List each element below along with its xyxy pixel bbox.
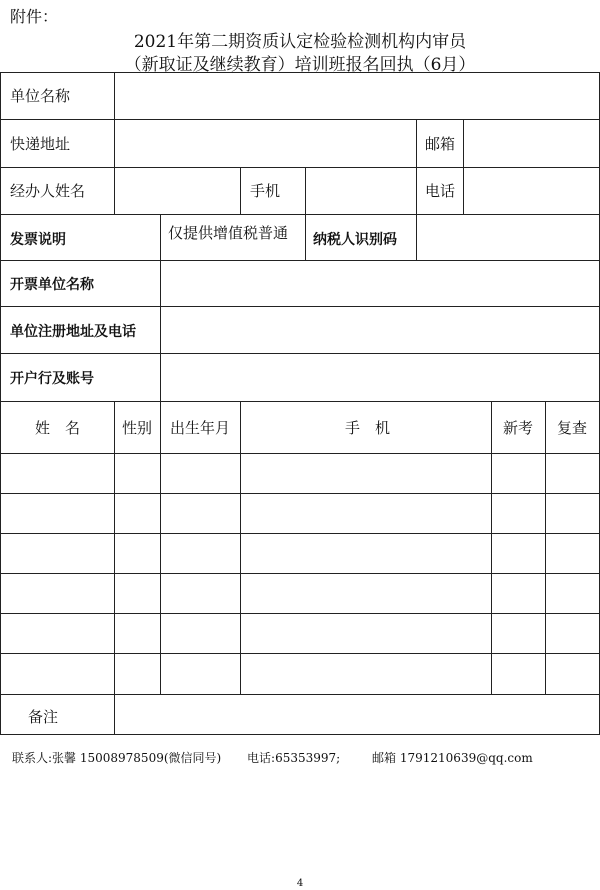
invoice-unit-input-cell[interactable] — [160, 260, 600, 307]
roster-header-review-label: 复查 — [557, 419, 588, 437]
roster-cell-mobile[interactable] — [240, 453, 492, 494]
mobile-input-cell[interactable] — [305, 167, 417, 215]
roster-cell-review[interactable] — [545, 613, 600, 654]
courier-address-input-cell[interactable] — [114, 119, 417, 168]
page-number: 4 — [296, 878, 304, 889]
roster-cell-mobile[interactable] — [240, 493, 492, 534]
unit-name-label: 单位名称 — [10, 87, 71, 105]
roster-cell-birth[interactable] — [160, 613, 241, 654]
roster-header-name-label: 姓 名 — [35, 419, 81, 437]
roster-cell-name[interactable] — [0, 653, 115, 695]
invoice-unit-label: 开票单位名称 — [10, 277, 94, 293]
contact-info — [12, 749, 533, 766]
roster-cell-gender[interactable] — [114, 493, 161, 534]
roster-cell-review[interactable] — [545, 453, 600, 494]
roster-cell-name[interactable] — [0, 453, 115, 494]
phone-label: 电话 — [425, 182, 456, 200]
postal-input-cell[interactable] — [463, 119, 600, 168]
roster-cell-new[interactable] — [491, 573, 546, 614]
registration-form-table — [0, 72, 600, 735]
roster-cell-name[interactable] — [0, 573, 115, 614]
roster-cell-name[interactable] — [0, 613, 115, 654]
mobile-label: 手机 — [250, 182, 281, 200]
roster-header-new-label: 新考 — [503, 419, 534, 437]
roster-cell-mobile[interactable] — [240, 613, 492, 654]
roster-cell-review[interactable] — [545, 493, 600, 534]
roster-cell-mobile[interactable] — [240, 533, 492, 574]
invoice-note-label: 发票说明 — [10, 232, 66, 248]
roster-cell-review[interactable] — [545, 533, 600, 574]
courier-address-label: 快递地址 — [10, 135, 71, 153]
roster-cell-new[interactable] — [491, 653, 546, 695]
roster-cell-new[interactable] — [491, 493, 546, 534]
contact-email: 邮箱 1791210639@qq.com — [372, 751, 533, 765]
attachment-label: 附件： — [10, 7, 59, 26]
roster-cell-birth[interactable] — [160, 573, 241, 614]
phone-input-cell[interactable] — [463, 167, 600, 215]
unit-name-input-cell[interactable] — [114, 72, 600, 120]
roster-header-mobile-label: 手 机 — [345, 419, 391, 437]
roster-cell-gender[interactable] — [114, 613, 161, 654]
roster-cell-birth[interactable] — [160, 653, 241, 695]
invoice-type-text: 仅提供增值税普通 — [168, 224, 289, 242]
roster-cell-gender[interactable] — [114, 573, 161, 614]
roster-cell-birth[interactable] — [160, 493, 241, 534]
postal-label: 邮箱 — [425, 135, 456, 153]
roster-cell-name[interactable] — [0, 533, 115, 574]
roster-cell-review[interactable] — [545, 573, 600, 614]
roster-cell-mobile[interactable] — [240, 653, 492, 695]
contact-tel: 电话:65353997; — [247, 751, 341, 765]
form-title-line1: 2021年第二期资质认定检验检测机构内审员 — [133, 32, 467, 52]
roster-header-gender-label: 性别 — [122, 419, 153, 437]
roster-cell-birth[interactable] — [160, 533, 241, 574]
roster-cell-name[interactable] — [0, 493, 115, 534]
form-title-line2: （新取证及继续教育）培训班报名回执（6月） — [124, 55, 476, 75]
contact-person: 联系人:张馨 15008978509(微信同号) — [12, 751, 222, 765]
taxpayer-id-label: 纳税人识别码 — [313, 232, 397, 248]
registered-address-input-cell[interactable] — [160, 306, 600, 354]
roster-header-birth-label: 出生年月 — [170, 419, 231, 437]
roster-cell-new[interactable] — [491, 453, 546, 494]
handler-name-input-cell[interactable] — [114, 167, 241, 215]
roster-cell-gender[interactable] — [114, 453, 161, 494]
remarks-input-cell[interactable] — [114, 694, 600, 735]
roster-cell-gender[interactable] — [114, 533, 161, 574]
roster-cell-mobile[interactable] — [240, 573, 492, 614]
handler-name-label: 经办人姓名 — [10, 182, 86, 200]
roster-cell-review[interactable] — [545, 653, 600, 695]
taxpayer-id-input-cell[interactable] — [416, 214, 600, 261]
roster-cell-gender[interactable] — [114, 653, 161, 695]
bank-account-label: 开户行及账号 — [10, 371, 94, 387]
registered-address-label: 单位注册地址及电话 — [10, 324, 136, 340]
bank-account-input-cell[interactable] — [160, 353, 600, 402]
remarks-label: 备注 — [28, 708, 59, 726]
roster-cell-birth[interactable] — [160, 453, 241, 494]
roster-cell-new[interactable] — [491, 533, 546, 574]
roster-cell-new[interactable] — [491, 613, 546, 654]
